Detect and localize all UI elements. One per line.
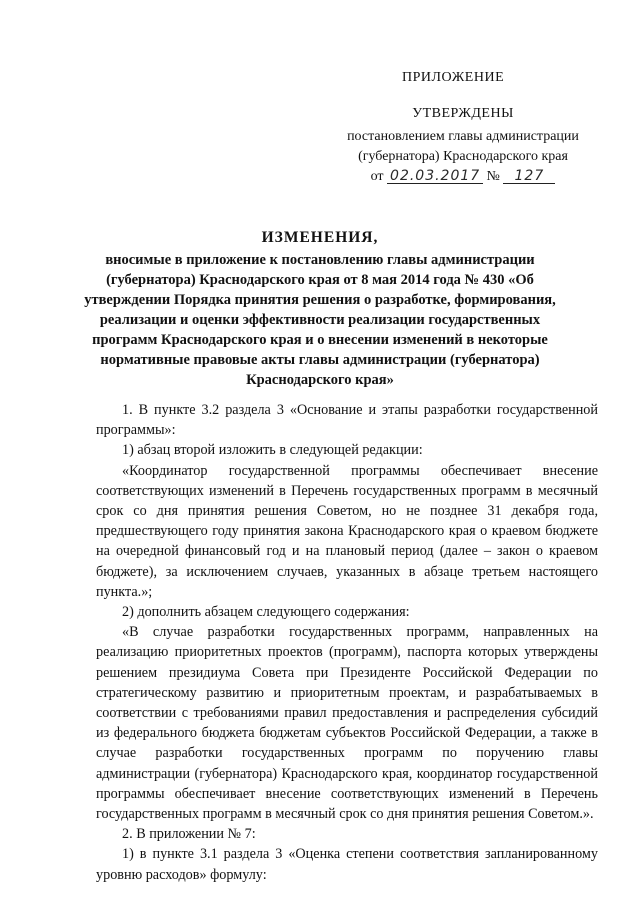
document-heading [80,228,560,390]
number-sign: № [486,169,500,184]
paragraph: 1) в пункте 3.1 раздела 3 «Оценка степени соответствия запланированному уровню расходов» формулу: [96,846,598,883]
paragraph: «Координатор государственной программы обеспечивает внесение соответствующих изменений в Перечень государственных программ в месячный срок со дня принятия решения Советом, но не позднее 31 декабря года, предшествующего году принятия закона Краснодарского края о краевом бюджете на очередной финансовый год и на плановый период (далее – закон о краевом бюджете), за исключением случаев, указанных в абзаце третьем настоящего пункта.»; [96,462,598,600]
paragraph: 2. В приложении № 7: [122,826,256,843]
approval-block [328,104,598,187]
paragraph: «В случае разработки государственных программ, направленных на реализацию приоритетных проектов (программ), паспорта которых утверждены решением президиума Совета при Президенте Российской Федерации по стратегическому развитию и приоритетным проектам, и разрабатываемых в соответствии с требованиями правил предоставления и распределения субсидий из федерального бюджета бюджетам субъектов Российской Федерации, а также в случае разработки государственных программ по поручению главы администрации (губернатора) Краснодарского края, координатор государственной программы обеспечивает внесение соответствующих изменений в Перечень государственных программ в месячный срок со дня принятия решения Советом.». [96,624,598,823]
appendix-label: ПРИЛОЖЕНИЕ [402,70,505,85]
resolution-line-2: (губернатора) Краснодарского края [358,149,568,164]
paragraph: 1. В пункте 3.2 раздела 3 «Основание и этапы разработки государственной программы»: [96,402,598,439]
paragraph: 1) абзац второй изложить в следующей редакции: [122,442,423,459]
resolution-line-1: постановлением главы администрации [347,129,579,144]
date-prefix: от [370,169,384,184]
handwritten-number: 127 [503,169,555,184]
approved-label: УТВЕРЖДЕНЫ [412,106,514,121]
handwritten-date: 02.03.2017 [387,169,483,184]
heading-subtitle: вносимые в приложение к постановлению главы администрации (губернатора) Краснодарского края от 8 мая 2014 года № 430 «Об утверждении Порядка принятия решения о разработке, формирования, реализации и оценки эффективности реализации государственных программ Краснодарского края и о внесении изменений в некоторые нормативные правовые акты главы администрации (губернатора) Краснодарского края» [84,252,556,388]
paragraph: 2) дополнить абзацем следующего содержания: [122,604,410,621]
document-body [96,400,598,885]
date-line [328,167,598,187]
heading-title: ИЗМЕНЕНИЯ, [261,229,379,246]
